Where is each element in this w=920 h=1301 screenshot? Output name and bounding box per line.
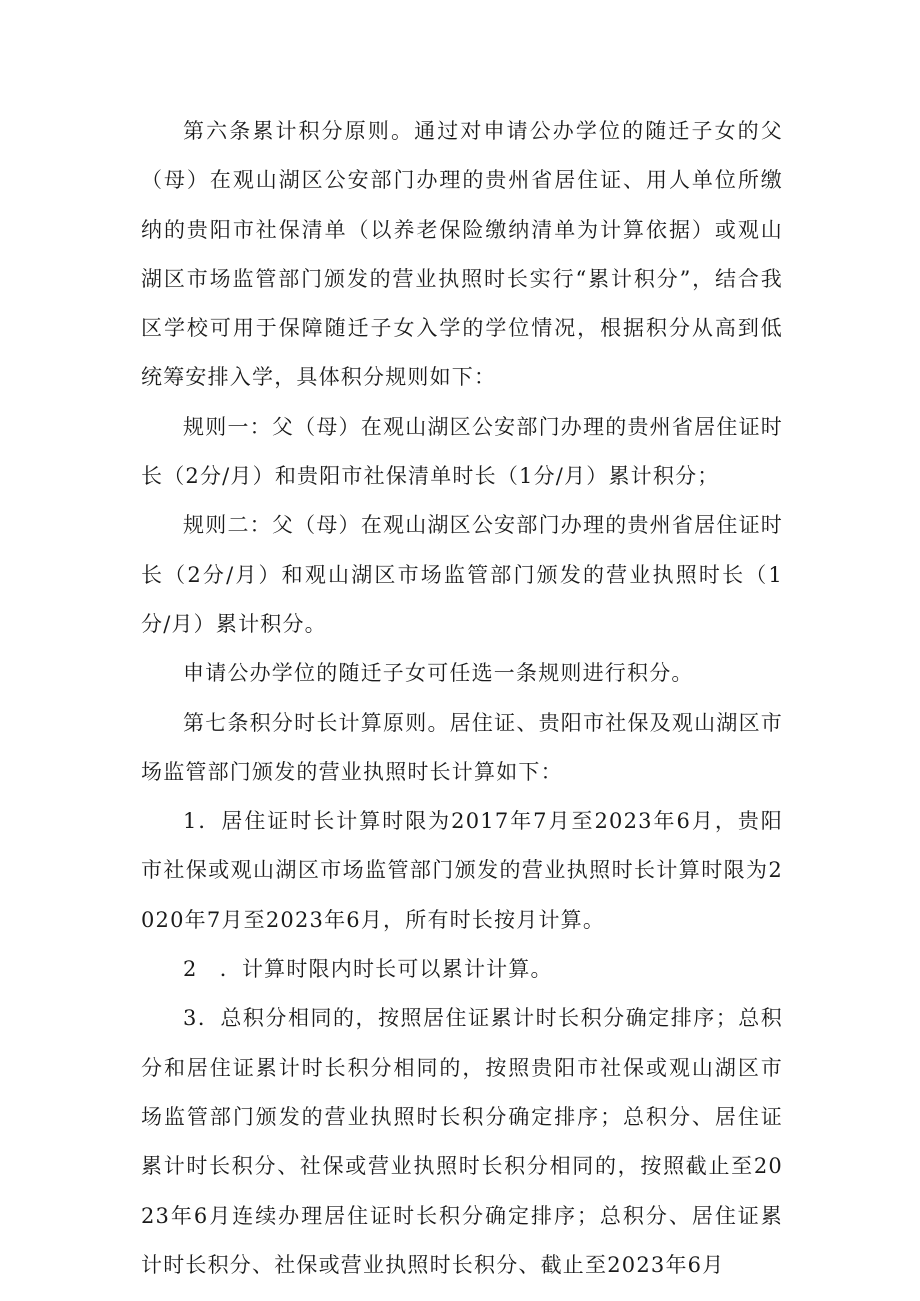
paragraph-article-6: 第六条累计积分原则。通过对申请公办学位的随迁子女的父（母）在观山湖区公安部门办理的贵州省居住证、用人单位所缴纳的贵阳市社保清单（以养老保险缴纳清单为计算依据）或观山湖区市场监管部门颁发的营业执照时长实行“累计积分”，结合我区学校可用于保障随迁子女入学的学位情况，根据积分从高到低统筹安排入学，具体积分规则如下：	[141, 119, 783, 390]
paragraph-article-7: 第七条积分时长计算原则。居住证、贵阳市社保及观山湖区市场监管部门颁发的营业执照时长计算如下：	[141, 710, 783, 784]
paragraph-item-2: 2 ．计算时限内时长可以累计计算。	[183, 957, 553, 982]
paragraph-rule-2: 规则二：父（母）在观山湖区公安部门办理的贵州省居住证时长（2分/月）和观山湖区市场监管部门颁发的营业执照时长（1分/月）累计积分。	[141, 513, 783, 636]
paragraph-item-1: 1．居住证时长计算时限为2017年7月至2023年6月，贵阳市社保或观山湖区市场监管部门颁发的营业执照时长计算时限为2020年7月至2023年6月，所有时长按月计算。	[141, 809, 783, 932]
paragraph-rule-1: 规则一：父（母）在观山湖区公安部门办理的贵州省居住证时长（2分/月）和贵阳市社保清单时长（1分/月）累计积分；	[141, 414, 783, 489]
document-body	[141, 107, 783, 1290]
paragraph-item-3: 3．总积分相同的，按照居住证累计时长积分确定排序；总积分和居住证累计时长积分相同的，按照贵阳市社保或观山湖区市场监管部门颁发的营业执照时长积分确定排序；总积分、居住证累计时长积分、社保或营业执照时长积分相同的，按照截止至2023年6月连续办理居住证时长积分确定排序；总积分、居住证累计时长积分、社保或营业执照时长积分、截止至2023年6月	[141, 1006, 783, 1277]
paragraph-rule-choice: 申请公办学位的随迁子女可任选一条规则进行积分。	[183, 661, 694, 686]
